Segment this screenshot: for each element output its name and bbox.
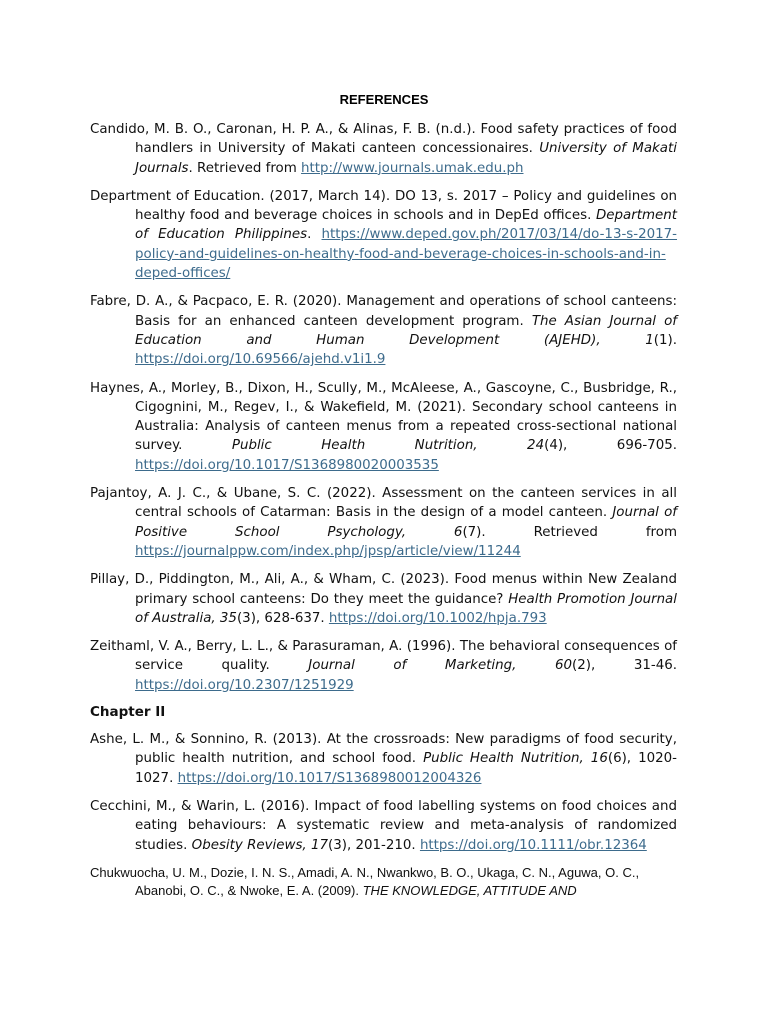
reference-details: (1). [653,332,677,348]
reference-link[interactable]: https://doi.org/10.1017/S1368980020003535 [135,457,439,473]
reference-entry-fabre [90,292,677,369]
reference-link[interactable]: http://www.journals.umak.edu.ph [301,160,524,176]
reference-link[interactable]: https://doi.org/10.1017/S1368980012004326 [177,770,482,786]
reference-link[interactable]: https://doi.org/10.2307/1251929 [135,677,354,693]
reference-text: Candido, M. B. O., Caronan, H. P. A., & Alinas, F. B. (n.d.). Food safety practices of food handlers in University of Makati canteen concessionaires. [90,122,677,157]
reference-text: Cecchini, M., & Warin, L. (2016). Impact of food labelling systems on food choices and eating behaviours: A systematic review and meta-analysis of randomized studies. [90,798,677,853]
reference-details: . Retrieved from [188,160,302,176]
reference-entry-ashe [90,730,677,788]
reference-text: Chukwuocha, U. M., Dozie, I. N. S., Amadi, A. N., Nwankwo, B. O., Ukaga, C. N., Aguwa, O. C., Abanobi, O. C., & Nwoke, E. A. (2009). [90,864,640,898]
reference-journal: Health Promotion Journal of Australia, 35 [135,591,677,626]
reference-link[interactable]: https://doi.org/10.1111/obr.12364 [419,837,647,853]
reference-journal: Department of Education Philippines [135,208,677,243]
reference-details: . [307,227,322,243]
reference-journal: Public Health Nutrition, 24 [231,438,545,454]
reference-link[interactable]: https://journalppw.com/index.php/jpsp/article/view/11244 [135,543,521,559]
reference-details: (4), 696-705. [544,438,678,454]
reference-entry-haynes [90,379,677,475]
reference-entry-candido [90,120,677,178]
reference-link[interactable]: https://doi.org/10.1002/hpja.793 [328,610,547,626]
reference-entry-zeithaml [90,637,677,695]
reference-text: Haynes, A., Morley, B., Dixon, H., Scully, M., McAleese, A., Gascoyne, C., Busbridge, R., Cigognini, M., Regev, I., & Wakefield, M. (2021). Secondary school canteens in Australia: Analysis of canteen menus from a repeated cross-sectional national survey. [90,380,677,454]
chapter-heading: Chapter II [90,704,166,721]
reference-details: (7). Retrieved from [462,524,677,540]
reference-entry-chukwuocha [90,864,677,900]
reference-journal: THE KNOWLEDGE, ATTITUDE AND [362,882,577,898]
reference-list [90,120,677,909]
reference-entry-pajantoy [90,484,677,561]
reference-text: Department of Education. (2017, March 14). DO 13, s. 2017 – Policy and guidelines on healthy food and beverage choices in schools and in DepEd offices. [90,188,677,224]
reference-entry-deped [90,187,677,283]
reference-link[interactable]: https://www.deped.gov.ph/2017/03/14/do-13-s-2017-policy-and-guidelines-on-healthy-food-and-beverage-choices-in-schools-and-in-deped-offices/ [135,227,678,282]
references-heading: REFERENCES [339,92,429,107]
reference-entry-pillay [90,570,677,628]
reference-entry-cecchini [90,797,677,855]
reference-text: Zeithaml, V. A., Berry, L. L., & Parasuraman, A. (1996). The behavioral consequences of service quality. [90,639,677,674]
reference-text: Pajantoy, A. J. C., & Ubane, S. C. (2022). Assessment on the canteen services in all central schools of Catarman: Basis in the design of a model canteen. [90,486,677,521]
reference-journal: The Asian Journal of Education and Human Development (AJEHD), 1 [135,313,677,348]
reference-text: Ashe, L. M., & Sonnino, R. (2013). At the crossroads: New paradigms of food security, public health nutrition, and school food. [90,732,677,767]
reference-journal: Public Health Nutrition, 16 [423,751,608,767]
reference-journal: University of Makati Journals [135,141,677,176]
reference-details: (3), 628-637. [236,610,329,626]
reference-details: (3), 201-210. [327,837,420,853]
reference-journal: Obesity Reviews, 17 [191,837,328,853]
reference-text: Fabre, D. A., & Pacpaco, E. R. (2020). Management and operations of school canteens: Basis for an enhanced canteen development program. [90,294,677,329]
reference-details: (2), 31-46. [572,658,677,674]
reference-journal: Journal of Positive School Psychology, 6 [135,505,677,540]
reference-link[interactable]: https://doi.org/10.69566/ajehd.v1i1.9 [135,352,386,368]
reference-journal: Journal of Marketing, 60 [308,658,573,674]
reference-text: Pillay, D., Piddington, M., Ali, A., & Wham, C. (2023). Food menus within New Zealand primary school canteens: Do they meet the guidance? [90,572,677,607]
reference-details: (6), 1020-1027. [135,751,677,786]
